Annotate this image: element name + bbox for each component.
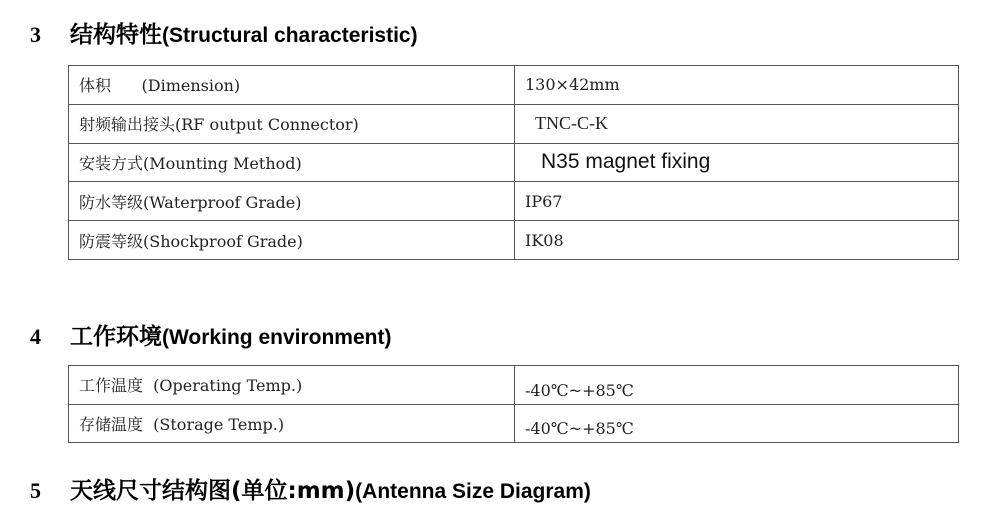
section-title-en: (Working environment) <box>162 326 392 349</box>
row-value-operating-temp: -40℃~+85℃ <box>515 366 959 405</box>
row-value-mounting-method: N35 magnet fixing <box>515 143 959 182</box>
table-row <box>69 104 959 143</box>
row-value-waterproof-grade: IP67 <box>515 182 959 221</box>
table-row <box>69 221 959 260</box>
section-number: 5 <box>30 478 41 503</box>
row-label-waterproof-grade: 防水等级(Waterproof Grade) <box>69 182 515 221</box>
row-label-rf-connector: 射频输出接头(RF output Connector) <box>69 104 515 143</box>
section-number: 3 <box>30 22 41 47</box>
row-label-operating-temp: 工作温度 (Operating Temp.) <box>69 366 515 405</box>
row-value-rf-connector: TNC-C-K <box>515 104 959 143</box>
row-value-storage-temp: -40℃~+85℃ <box>515 404 959 443</box>
table-row <box>69 143 959 182</box>
section-title-en: (Antenna Size Diagram) <box>355 480 591 503</box>
section-title-en: (Structural characteristic) <box>162 24 418 47</box>
section-4-heading <box>30 318 391 351</box>
row-label-dimension: 体积 (Dimension) <box>69 66 515 105</box>
working-environment-table <box>68 365 959 443</box>
row-value-shockproof-grade: IK08 <box>515 221 959 260</box>
section-title-cn: 工作环境 <box>70 324 162 350</box>
section-5-heading <box>30 472 591 505</box>
section-number: 4 <box>30 324 41 349</box>
row-label-mounting-method: 安装方式(Mounting Method) <box>69 143 515 182</box>
table-row <box>69 182 959 221</box>
section-title-cn: 天线尺寸结构图(单位:mm) <box>70 478 356 504</box>
table-row <box>69 66 959 105</box>
row-label-storage-temp: 存储温度 (Storage Temp.) <box>69 404 515 443</box>
structural-characteristic-table <box>68 65 959 260</box>
table-row <box>69 366 959 405</box>
row-value-dimension: 130×42mm <box>515 66 959 105</box>
table-row <box>69 404 959 443</box>
section-title-cn: 结构特性 <box>70 22 162 48</box>
section-3-heading <box>30 16 418 49</box>
row-label-shockproof-grade: 防震等级(Shockproof Grade) <box>69 221 515 260</box>
